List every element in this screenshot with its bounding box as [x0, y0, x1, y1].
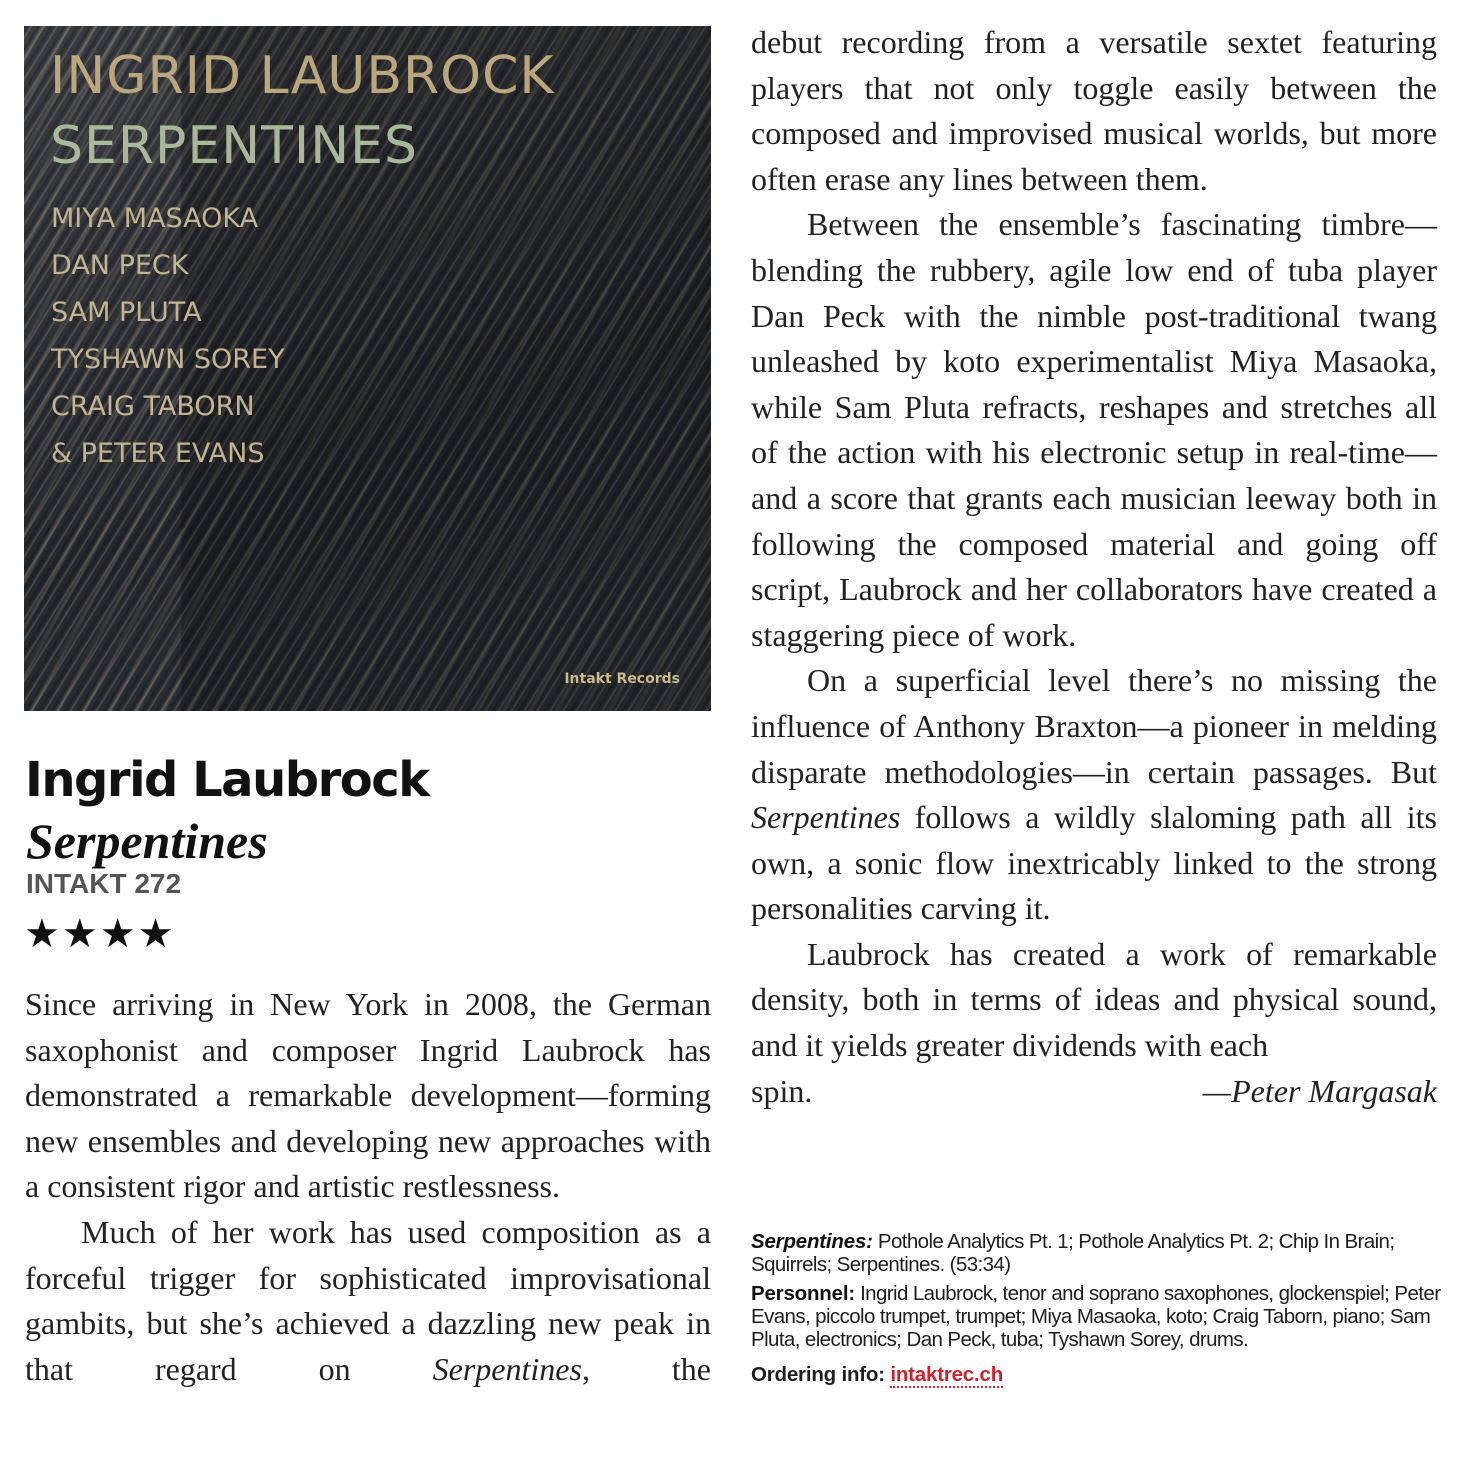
track-list — [751, 1230, 1441, 1276]
review-album-title: Serpentines — [26, 813, 268, 869]
record-label: Intakt Records — [564, 671, 680, 687]
cover-musician: DAN PECK — [51, 250, 189, 281]
paragraph-text: Much of her work has used composition as a forceful trigger for sophisticated improvisational gambits, but she’s achieved a dazzling new peak in that regard on — [25, 1213, 711, 1387]
personnel-text: Ingrid Laubrock, tenor and soprano saxophones, glockenspiel; Peter Evans, piccolo trumpet, trumpet; Miya Masaoka, koto; Craig Taborn, piano; Sam Pluta, electronics; Dan Peck, tuba; Tyshawn Sorey, drums. — [751, 1282, 1441, 1351]
personnel — [751, 1282, 1441, 1351]
review-artist-heading: Ingrid Laubrock — [25, 752, 429, 808]
cover-musician: SAM PLUTA — [51, 297, 202, 328]
album-cover — [24, 26, 711, 711]
star-rating: ★★★★ — [24, 911, 176, 957]
paragraph — [25, 1210, 711, 1392]
album-title-inline: Serpentines — [751, 799, 901, 836]
tracks-text: Pothole Analytics Pt. 1; Pothole Analytics Pt. 2; Chip In Brain; Squirrels; Serpentines. (53:34) — [751, 1230, 1395, 1276]
ordering-info — [751, 1363, 1441, 1386]
cover-musician: TYSHAWN SOREY — [51, 344, 285, 375]
paragraph: Laubrock has created a work of remarkable density, both in terms of ideas and physical sound, and it yields greater dividends with each — [751, 935, 1437, 1064]
paragraph: Between the ensemble’s fascinating timbre—blending the rubbery, agile low end of tuba player Dan Peck with the nimble post-traditional twang unleashed by koto experimentalist Miya Masaoka, while Sam Pluta refracts, reshapes and stretches all of the action with his electronic setup in real-time—and a score that grants each musician leeway both in following the composed material and going off script, Laubrock and her collaborators have created a staggering piece of work. — [751, 206, 1437, 653]
album-title-inline: Serpentines — [432, 1350, 582, 1387]
paragraph-text: , the — [581, 1350, 712, 1387]
paragraph-text: On a superficial level there’s no missing the influence of Anthony Braxton—a pioneer in melding disparate methodologies—in certain passages. But — [751, 662, 1437, 790]
paragraph-text: spin. — [751, 1072, 813, 1109]
cover-musician: CRAIG TABORN — [51, 391, 255, 422]
ordering-label: Ordering info: — [751, 1363, 885, 1386]
personnel-label: Personnel: — [751, 1282, 855, 1305]
paragraph-text: follows a wildly slaloming path all its own, a sonic flow inextricably linked to the strong personalities carving it. — [751, 799, 1437, 927]
paragraph: Since arriving in New York in 2008, the German saxophonist and composer Ingrid Laubrock has demonstrated a remarkable development—forming new ensembles and developing new approaches with a consistent rigor and artistic restlessness. — [25, 986, 711, 1205]
cover-artist: INGRID LAUBROCK — [50, 46, 555, 106]
signature-line — [751, 1069, 1437, 1115]
reviewer-signature: —Peter Margasak — [1202, 1072, 1437, 1109]
review-body-right — [751, 20, 1437, 1114]
cover-title: SERPENTINES — [50, 116, 418, 176]
tracks-label: Serpentines: — [751, 1230, 873, 1253]
cover-musician: & PETER EVANS — [51, 438, 265, 469]
cover-musician-list — [51, 200, 285, 482]
paragraph: debut recording from a versatile sextet featuring players that not only toggle easily between the composed and improvised musical worlds, but more often erase any lines between them. — [751, 24, 1437, 197]
ordering-link[interactable]: intaktrec.ch — [890, 1363, 1004, 1386]
album-credits — [751, 1230, 1441, 1392]
cover-musician: MIYA MASAOKA — [51, 203, 259, 234]
review-body-left — [25, 982, 711, 1442]
paragraph — [751, 658, 1437, 932]
catalog-number: INTAKT 272 — [26, 868, 182, 899]
